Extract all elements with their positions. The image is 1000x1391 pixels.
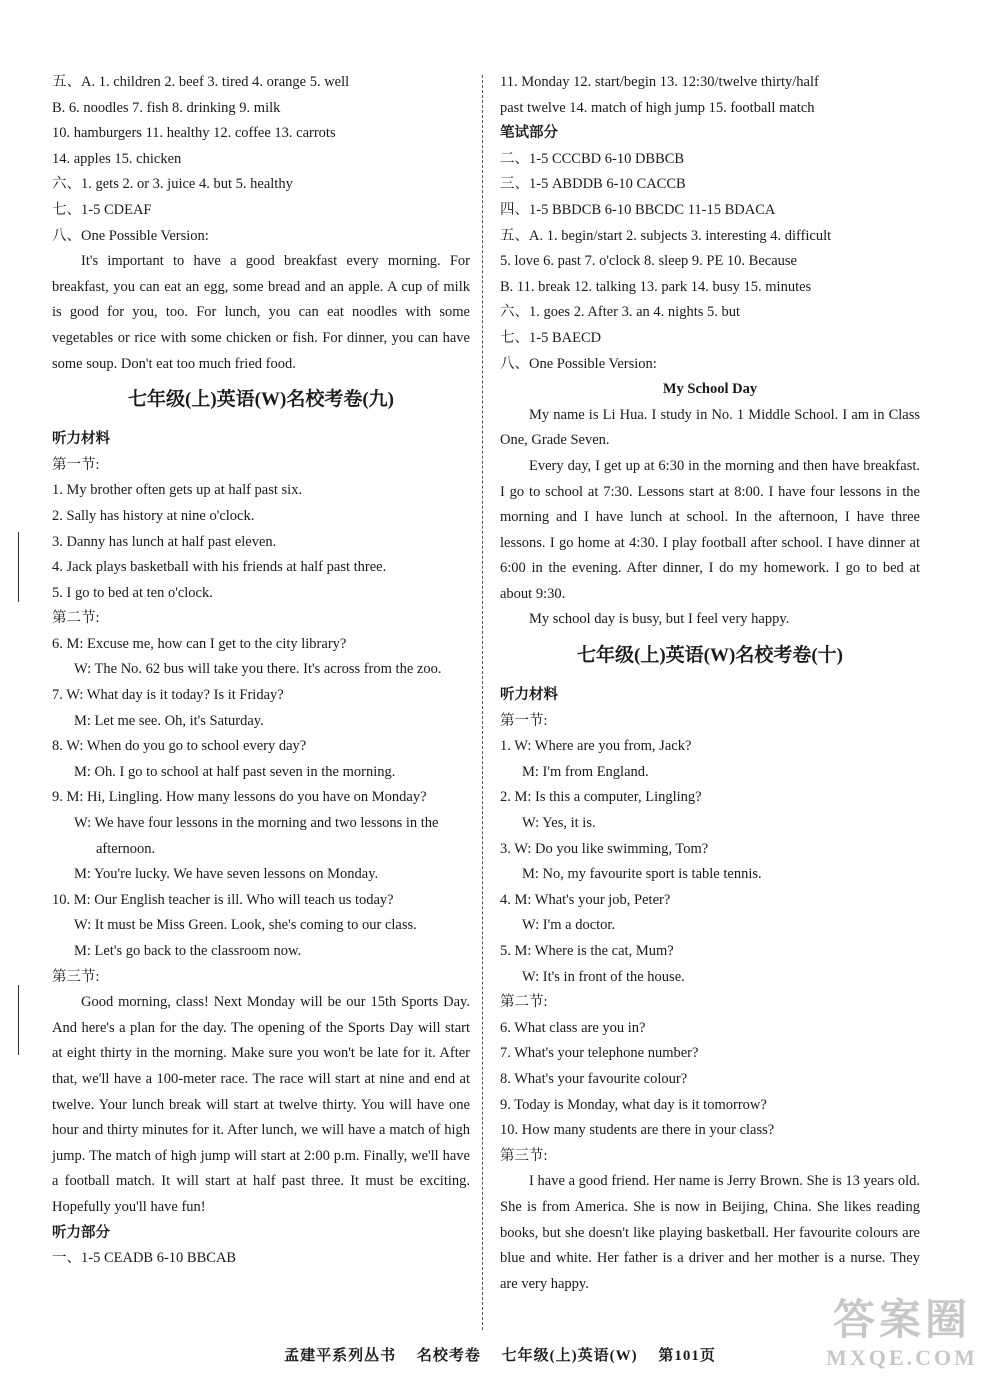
- paragraph: Every day, I get up at 6:30 in the morning and then have breakfast. I go to school at 7:30. Lessons start at 8:00. I have four lessons in the morning and I have lunch at school. In the afternoon, I have three lessons. I go home at 4:30. I play football after school. I have dinner at 6:00 in the evening. After dinner, I do my homework. I go to bed at about 9:30.: [500, 457, 920, 602]
- footer-series: 孟建平系列丛书: [284, 1348, 397, 1364]
- section-heading: 笔试部分: [500, 125, 558, 142]
- section-heading: 听力材料: [500, 687, 558, 704]
- text-line: 8. What's your favourite colour?: [500, 1070, 688, 1087]
- dialogue-line: 3. W: Do you like swimming, Tom?: [500, 840, 709, 857]
- dialogue-line: W: I'm a doctor.: [522, 917, 616, 934]
- footer-book: 名校考卷: [416, 1348, 481, 1364]
- dialogue-line: 9. M: Hi, Lingling. How many lessons do you have on Monday?: [52, 789, 427, 806]
- right-column: [500, 70, 920, 1297]
- text-line: 6. What class are you in?: [500, 1019, 646, 1036]
- text-line: 1. My brother often gets up at half past six.: [52, 482, 303, 499]
- section-heading: 听力部分: [52, 1224, 110, 1241]
- text-line: 4. Jack plays basketball with his friends at half past three.: [52, 559, 387, 576]
- text-line: 八、One Possible Version:: [500, 355, 657, 372]
- binding-mark-top: [18, 532, 27, 602]
- dialogue-line: W: The No. 62 bus will take you there. It's across from the zoo.: [74, 661, 442, 678]
- dialogue-line: W: We have four lessons in the morning and two lessons in the afternoon.: [74, 815, 439, 857]
- text-line: 5. love 6. past 7. o'clock 8. sleep 9. PE 10. Because: [500, 253, 797, 270]
- paragraph: It's important to have a good breakfast every morning. For breakfast, you can eat an egg, some bread and an apple. A cup of milk is good for you, too. For lunch, you can eat noodles with some vegetables or rice with some chicken or fish. For dinner, you can have some soup. Don't eat too much fried food.: [52, 253, 470, 372]
- footer-subject: 七年级(上)英语(W): [501, 1348, 638, 1364]
- text-line: 八、One Possible Version:: [52, 227, 209, 244]
- dialogue-line: M: Let me see. Oh, it's Saturday.: [74, 712, 264, 729]
- dialogue-line: 2. M: Is this a computer, Lingling?: [500, 789, 702, 806]
- text-line: 7. What's your telephone number?: [500, 1045, 699, 1062]
- text-line: 一、1-5 CEADB 6-10 BBCAB: [52, 1250, 237, 1267]
- dialogue-line: W: It must be Miss Green. Look, she's coming to our class.: [74, 917, 417, 934]
- text-line: 五、A. 1. children 2. beef 3. tired 4. orange 5. well: [52, 74, 350, 90]
- text-line: 14. apples 15. chicken: [52, 150, 182, 167]
- text-line: 三、1-5 ABDDB 6-10 CACCB: [500, 176, 686, 193]
- text-line: 2. Sally has history at nine o'clock.: [52, 507, 255, 524]
- text-line: 二、1-5 CCCBD 6-10 DBBCB: [500, 150, 685, 167]
- section-title: 七年级(上)英语(W)名校考卷(九): [128, 389, 394, 411]
- text-line: 六、1. goes 2. After 3. an 4. nights 5. but: [500, 304, 741, 321]
- dialogue-line: 5. M: Where is the cat, Mum?: [500, 943, 674, 959]
- text-line: 第一节:: [52, 456, 100, 473]
- dialogue-line: 8. W: When do you go to school every day?: [52, 738, 307, 755]
- text-line: 3. Danny has lunch at half past eleven.: [52, 533, 277, 550]
- dialogue-line: 4. M: What's your job, Peter?: [500, 891, 671, 908]
- paragraph: My school day is busy, but I feel very happy.: [529, 611, 790, 628]
- watermark-url: MXQE.COM: [826, 1345, 978, 1370]
- dialogue-line: M: I'm from England.: [522, 763, 649, 780]
- watermark-logo: 答案圈: [832, 1298, 971, 1344]
- text-line: 四、1-5 BBDCB 6-10 BBCDC 11-15 BDACA: [500, 201, 776, 218]
- text-line: B. 6. noodles 7. fish 8. drinking 9. milk: [52, 99, 281, 116]
- text-line: 五、A. 1. begin/start 2. subjects 3. interesting 4. difficult: [500, 227, 832, 244]
- text-line: 七、1-5 CDEAF: [52, 201, 152, 218]
- dialogue-line: W: It's in front of the house.: [522, 968, 685, 985]
- binding-mark-bottom: [18, 985, 27, 1055]
- dialogue-line: 10. M: Our English teacher is ill. Who will teach us today?: [52, 891, 394, 908]
- paragraph: Good morning, class! Next Monday will be our 15th Sports Day. And here's a plan for the day. The opening of the Sports Day will start at eight thirty in the morning. Make sure you won't be late for it. After that, we'll have a 100-meter race. The race will start at nine and end at twelve. Your lunch break will start at twelve thirty. You will have one hour and thirty minutes for it. After lunch, we will have a match of high jump. The match of high jump will start at 2:00 p.m. Finally, we'll have a football match. It will start at half past three. It must be exciting. Hopefully you'll have fun!: [52, 994, 470, 1215]
- text-line: 六、1. gets 2. or 3. juice 4. but 5. healthy: [52, 176, 293, 193]
- text-line: 5. I go to bed at ten o'clock.: [52, 584, 213, 601]
- dialogue-line: M: No, my favourite sport is table tennis.: [522, 866, 762, 883]
- dialogue-line: M: Let's go back to the classroom now.: [74, 943, 302, 959]
- dialogue-line: M: You're lucky. We have seven lessons on Monday.: [74, 866, 379, 883]
- section-title: 七年级(上)英语(W)名校考卷(十): [577, 645, 843, 667]
- column-divider: [482, 75, 483, 1330]
- text-line: 第一节:: [500, 712, 548, 729]
- dialogue-line: 1. W: Where are you from, Jack?: [500, 738, 692, 755]
- paragraph: I have a good friend. Her name is Jerry Brown. She is 13 years old. She is from America. She is now in Beijing, China. She likes reading books, but she doesn't like playing basketball. Her favourite colours are blue and white. Her father is a driver and her mother is a nurse. They are very happy.: [500, 1173, 920, 1292]
- dialogue-line: 7. W: What day is it today? Is it Friday?: [52, 687, 284, 704]
- text-line: past twelve 14. match of high jump 15. football match: [500, 99, 815, 116]
- text-line: 第二节:: [52, 610, 100, 627]
- essay-title: My School Day: [662, 381, 758, 398]
- watermark: [822, 1297, 982, 1377]
- section-heading: 听力材料: [52, 431, 110, 448]
- paragraph: My name is Li Hua. I study in No. 1 Middle School. I am in Class One, Grade Seven.: [500, 406, 920, 449]
- text-line: 11. Monday 12. start/begin 13. 12:30/twelve thirty/half: [500, 74, 819, 90]
- text-line: 10. hamburgers 11. healthy 12. coffee 13. carrots: [52, 125, 336, 142]
- left-column: [52, 70, 470, 1272]
- footer-page-number: 第101页: [658, 1348, 716, 1364]
- text-line: 第二节:: [500, 994, 548, 1011]
- dialogue-line: 6. M: Excuse me, how can I get to the city library?: [52, 635, 347, 652]
- dialogue-line: M: Oh. I go to school at half past seven in the morning.: [74, 763, 396, 780]
- text-line: 第三节:: [500, 1147, 548, 1164]
- text-line: 10. How many students are there in your class?: [500, 1122, 775, 1139]
- text-line: 七、1-5 BAECD: [500, 329, 602, 346]
- text-line: 9. Today is Monday, what day is it tomorrow?: [500, 1096, 767, 1113]
- text-line: B. 11. break 12. talking 13. park 14. busy 15. minutes: [500, 278, 812, 295]
- dialogue-line: W: Yes, it is.: [522, 815, 596, 832]
- text-line: 第三节:: [52, 968, 100, 985]
